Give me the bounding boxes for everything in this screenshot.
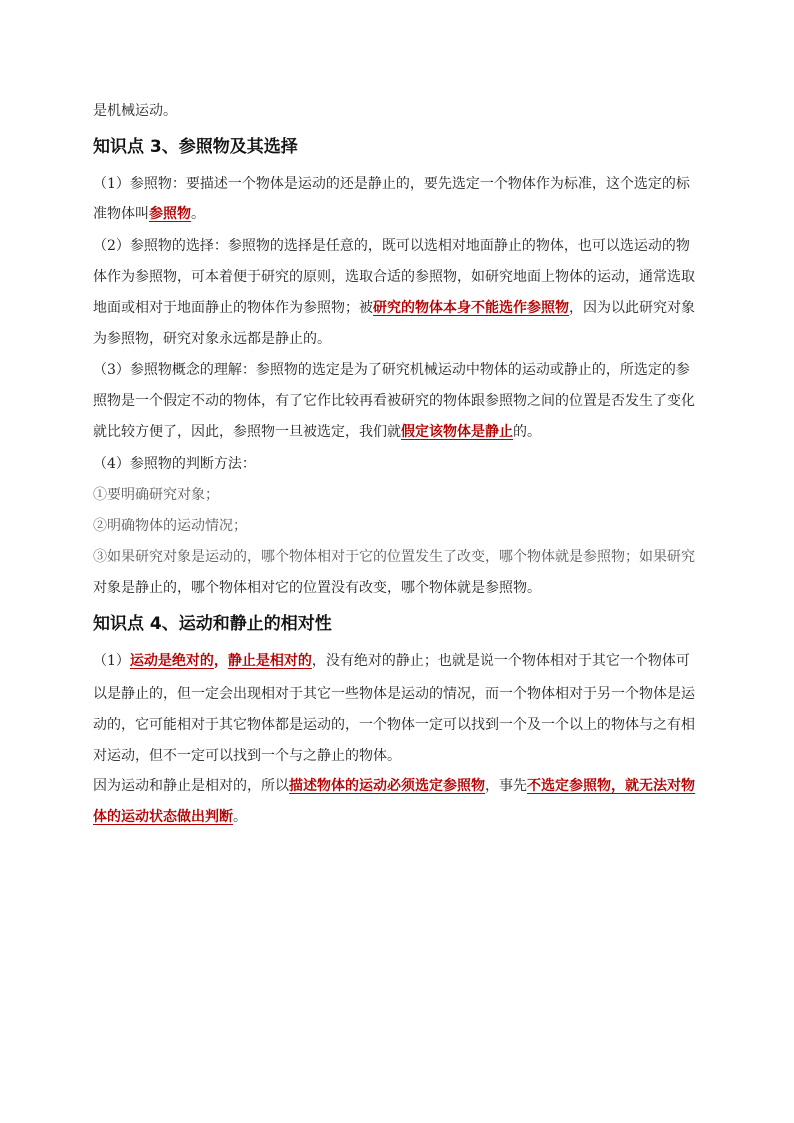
- text: 。: [191, 206, 205, 222]
- text: ，因为以此研究对象: [569, 300, 695, 316]
- paragraph-line: [93, 746, 401, 766]
- text: ，: [213, 653, 228, 669]
- text: 体作为参照物，可本着便于研究的原则，选取合适的参照物，如研究地面上物体的运动，通常选取: [93, 269, 695, 285]
- text: ，事先: [485, 778, 527, 794]
- text: （3）参照物概念的理解：参照物的选定是为了研究机械运动中物体的运动或静止的，所选定的参: [93, 362, 690, 378]
- text: 因为运动和静止是相对的，所以: [93, 778, 289, 794]
- highlight-text: 描述物体的运动必须选定参照物: [289, 778, 485, 794]
- highlight-text: 研究的物体本身不能选作参照物: [373, 300, 569, 316]
- paragraph-line: [93, 267, 695, 287]
- paragraph-line: [93, 422, 541, 442]
- paragraph-line: [93, 578, 541, 598]
- text: （2）参照物的选择：参照物的选择是任意的，既可以选相对地面静止的物体，也可以选运动的物: [93, 238, 690, 254]
- paragraph-line: [93, 204, 205, 224]
- paragraph-line: [93, 684, 695, 704]
- text: 对象是静止的，哪个物体相对它的位置没有改变，哪个物体就是参照物。: [93, 580, 541, 596]
- paragraph-line: [93, 174, 690, 194]
- section-heading-3: 知识点 3、参照物及其选择: [93, 137, 298, 157]
- paragraph-line: [93, 776, 695, 796]
- paragraph-line: [93, 454, 256, 474]
- paragraph-line: [93, 715, 695, 735]
- text: 动的，它可能相对于其它物体都是运动的，一个物体一定可以找到一个及一个以上的物体与之有相: [93, 717, 695, 733]
- paragraph-line: [93, 360, 690, 380]
- highlight-text: 运动是绝对的: [129, 653, 214, 669]
- paragraph-line: [93, 391, 695, 411]
- text: 对运动，但不一定可以找到一个与之静止的物体。: [93, 748, 401, 764]
- text: ①要明确研究对象；: [93, 487, 219, 503]
- text: ，没有绝对的静止；也就是说一个物体相对于其它一个物体可: [311, 653, 690, 669]
- text: 准物体叫: [93, 206, 149, 222]
- highlight-text: 静止是相对的: [227, 653, 312, 669]
- text: （1）参照物：要描述一个物体是运动的还是静止的，要先选定一个物体作为标准，这个选定的标: [93, 176, 690, 192]
- text: 地面或相对于地面静止的物体作为参照物；被: [93, 300, 373, 316]
- paragraph-line: [93, 236, 690, 256]
- paragraph-line: [93, 298, 695, 318]
- highlight-text: 不选定参照物，就无法对物: [527, 778, 695, 794]
- list-item: [93, 485, 219, 505]
- paragraph-line: [93, 807, 247, 827]
- highlight-text: 假定该物体是静止: [401, 424, 513, 440]
- text: 是机械运动。: [93, 103, 177, 119]
- text: 照物是一个假定不动的物体，有了它作比较再看被研究的物体跟参照物之间的位置是否发生了变化: [93, 393, 695, 409]
- text: （1）: [93, 653, 130, 669]
- paragraph-line: [93, 101, 177, 121]
- paragraph-line: [93, 651, 690, 671]
- text: 就比较方便了，因此，参照物一旦被选定，我们就: [93, 424, 401, 440]
- list-item: [93, 547, 695, 567]
- text: （4）参照物的判断方法：: [93, 456, 256, 472]
- text: ③如果研究对象是运动的，哪个物体相对于它的位置发生了改变，哪个物体就是参照物；如果研究: [93, 549, 695, 565]
- highlight-text: 参照物: [149, 206, 191, 222]
- list-item: [93, 516, 247, 536]
- paragraph-line: [93, 329, 331, 349]
- text: 的。: [513, 424, 541, 440]
- text: 。: [233, 809, 247, 825]
- text: ②明确物体的运动情况；: [93, 518, 247, 534]
- text: 以是静止的，但一定会出现相对于其它一些物体是运动的情况，而一个物体相对于另一个物体是运: [93, 686, 695, 702]
- highlight-text: 体的运动状态做出判断: [93, 809, 233, 825]
- text: 为参照物，研究对象永远都是静止的。: [93, 331, 331, 347]
- section-heading-4: 知识点 4、运动和静止的相对性: [93, 614, 332, 634]
